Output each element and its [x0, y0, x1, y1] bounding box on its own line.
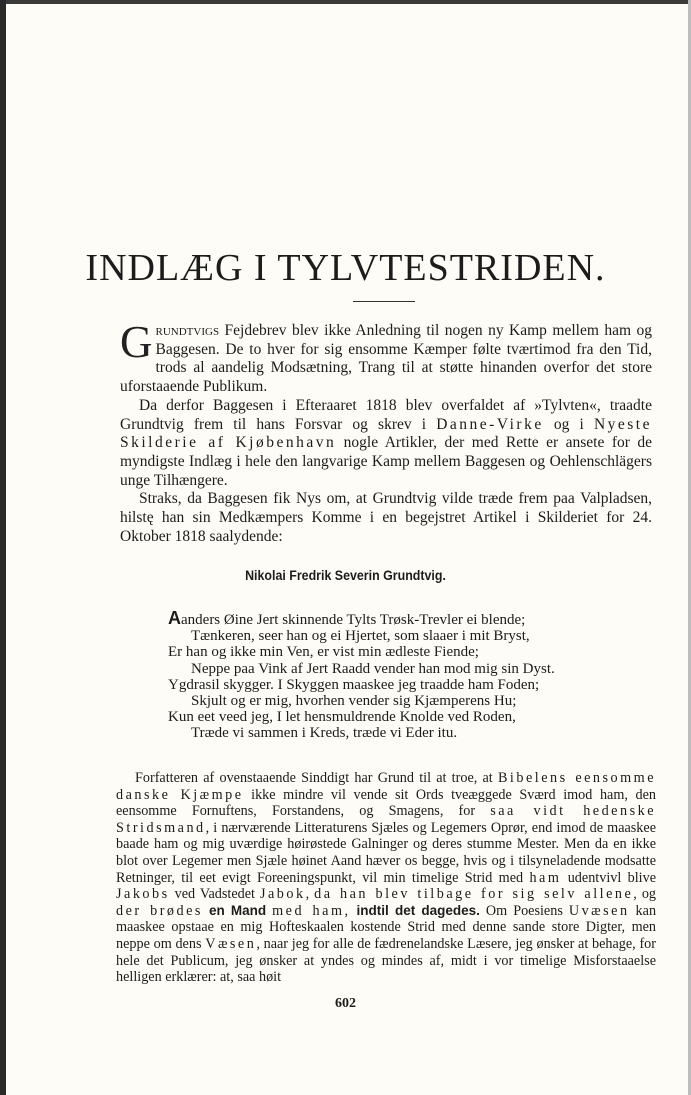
text-run: ,	[305, 886, 315, 903]
smallcaps-word: rundtvigs	[155, 323, 220, 339]
paragraph-1-text: Fejdebrev blev ikke Anledning til nogen ny Kamp mellem ham og Baggesen. De to hver for sig ensomme Kæmper følte tværtimod fra den Tid, trods al aandelig Modsætning, Trang til at støtte hinanden overfor det store uforstaaende Publikum.	[120, 322, 652, 396]
page-number: 602	[335, 996, 356, 1011]
chapter-title: INDLÆG I TYLVTESTRIDEN.	[85, 247, 606, 289]
drop-cap: G	[120, 317, 153, 367]
poem-line-text: anders Øine Jert skinnende Tylts Trøsk-Trevler ei blende;	[181, 612, 526, 628]
poem-line: Træde vi sammen i Kreds, træde vi Eder itu.	[191, 725, 458, 742]
poem-line: Er han og ikke min Ven, er vist min ædleste Fiende;	[168, 644, 479, 661]
poem-heading: Nikolai Fredrik Severin Grundtvig.	[245, 568, 446, 583]
bold-text: indtil det dagedes.	[356, 902, 480, 918]
title-rule	[353, 301, 415, 302]
text-run: nogle Artikler, der med Rette er ansete for de myndigste Indlæg i hele den langvarige Kamp mellem Baggesen og Oehlenschlägers unge Tilhængere.	[120, 434, 652, 489]
poem-line: Ygdrasil skygger. I Skyggen maaskee jeg traadde ham Foden;	[168, 676, 540, 693]
text-run: ved Vadstedet	[169, 886, 260, 903]
spaced-title: Danne-Virke	[436, 415, 544, 433]
poem-line: Tænkeren, seer han og ei Hjertet, som slaaer i mit Bryst,	[191, 628, 530, 645]
paragraph-1	[120, 317, 652, 397]
paragraph-3: Straks, da Baggesen fik Nys om, at Grundtvig vilde træde frem paa Valpladsen, hilstę han sin Medkæmpers Komme i en begejstret Artikel i Skilderiet for 24. Oktober 1818 saalydende:	[120, 490, 652, 545]
text-run: Om Poesiens	[479, 902, 569, 919]
spaced-text: saa vidt hedenske Stridsmand	[116, 803, 656, 836]
bold-text: en Mand	[208, 902, 267, 918]
poem	[168, 610, 648, 742]
spaced-text: Bibelens eensomme danske Kjæmpe	[116, 770, 656, 803]
text-run: ikke mindre vil vende sit Ords tveæggede Sværd imod ham, den eensomme Fornuftens, Forstandens, og Smagens, for	[116, 786, 656, 820]
poem-line	[168, 610, 648, 628]
text-run: , i nærværende Litteraturens Sjæles og Legemers Oprør, end imod de maaskee baade ham og mig uværdige høirøstede Galninger og deres stumme Mester. Men da en ikke blot over Legemer men Sjæle høinet Aand hæver os begge, hvis og i tilsyneladende modsatte Retninger, til eet evigt Foreeningspunkt, vil min timelige Strid med	[116, 819, 656, 886]
text-run: udentvivl blive	[561, 869, 656, 886]
paragraph-2	[120, 397, 652, 491]
spaced-text: Jabok	[259, 886, 306, 903]
spaced-text: ham	[529, 869, 562, 886]
text-run: og i	[543, 415, 594, 433]
spaced-text: Jakobs	[116, 886, 170, 903]
intro-section	[120, 317, 652, 546]
spaced-text: med ham,	[272, 902, 351, 919]
poem-line: Neppe paa Vink af Jert Raadd vender han mod mig sin Dyst.	[191, 660, 555, 677]
spaced-text: Væsen	[205, 935, 257, 952]
spaced-text: der brødes	[116, 902, 203, 919]
text-run: , naar jeg for alle de fædrenelandske Læsere, jeg ønsker at behage, for hele det Publicum, jeg ønsker at yndes og mindes af, midt i vor timelige Misforstaaelse helligen erklærer: at, saa høit	[116, 935, 656, 986]
text-run: , og	[633, 886, 657, 903]
spaced-text: da han blev tilbage for sig selv allene	[314, 886, 634, 903]
commentary-paragraph	[116, 770, 656, 986]
commentary	[116, 770, 656, 986]
text-run: Da derfor Baggesen i Efteraaret 1818 blev overfaldet af »Tylvten«, traadte Grundtvig frem til hans Forsvar og skrev i	[120, 396, 652, 433]
page-edge-left	[0, 0, 6, 1095]
poem-initial: A	[168, 608, 181, 628]
page-edge-top	[0, 0, 691, 4]
spaced-title: Nyeste Skilderie af Kjøbenhavn	[120, 415, 652, 452]
text-run: Forfatteren af ovenstaaende Sinddigt har Grund til at troe, at	[135, 770, 498, 786]
poem-line: Kun eet veed jeg, I let hensmuldrende Knolde ved Roden,	[168, 709, 516, 726]
text-run: kan maaskee opstaae en mig Hofteskaalen kostende Strid med denne sande store Digter, men neppe om dens	[116, 902, 657, 952]
spaced-text: Uvæsen	[568, 902, 630, 919]
poem-line: Skjult og er mig, hvorhen vender sig Kjæmperens Hu;	[191, 693, 517, 710]
